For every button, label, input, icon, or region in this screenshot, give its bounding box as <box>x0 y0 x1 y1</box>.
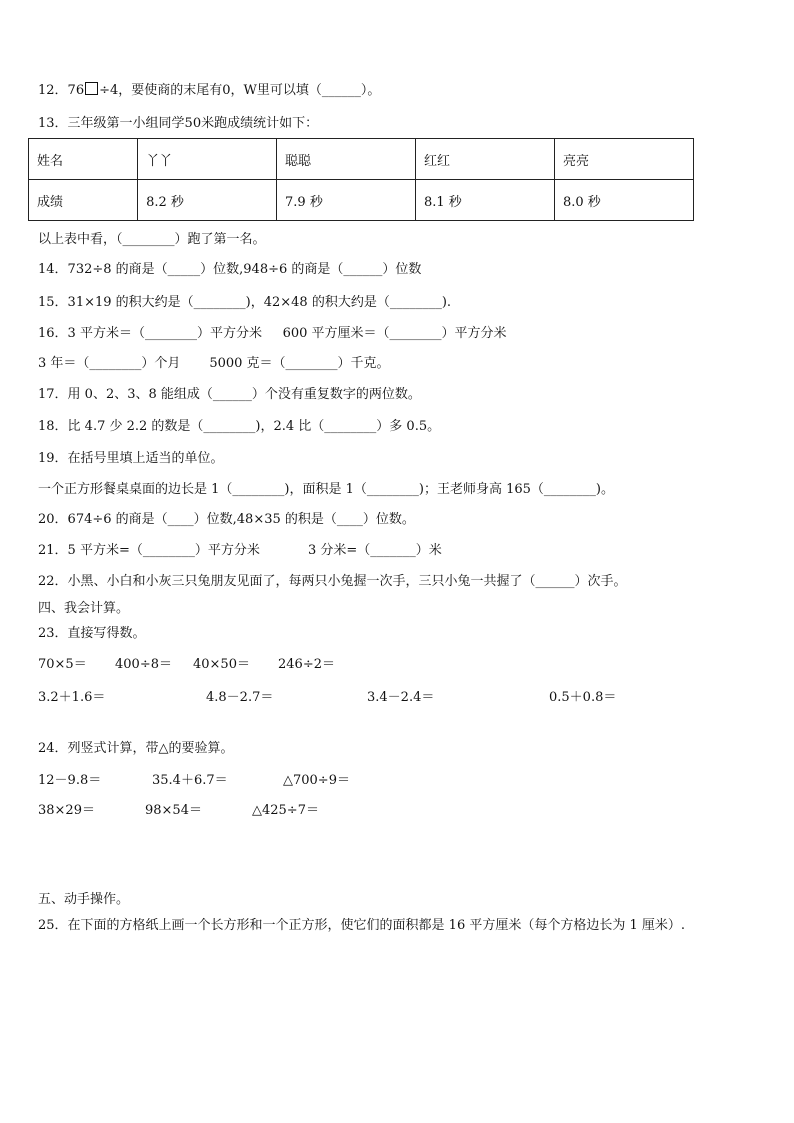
question-14: 14．732÷8 的商是（_____）位数,948÷6 的商是（______）位数 <box>38 262 422 277</box>
section-5-heading: 五、动手操作。 <box>38 892 130 907</box>
question-21-b: 3 分米=（_______）米 <box>308 543 442 558</box>
table-cell: 姓名 <box>29 139 138 180</box>
calc-item: 0.5＋0.8＝ <box>549 690 617 705</box>
question-22: 22．小黑、小白和小灰三只兔朋友见面了，每两只小兔握一次手，三只小兔一共握了（______）次手。 <box>38 574 627 589</box>
calc-item: 3.4－2.4＝ <box>367 690 435 705</box>
question-19-line: 一个正方形餐桌桌面的边长是 1（________)，面积是 1（________)；王老师身高 165（________)。 <box>38 482 614 497</box>
calc-item: 246÷2＝ <box>278 657 335 672</box>
question-13-after: 以上表中看，（________）跑了第一名。 <box>38 232 266 247</box>
calc-item: 35.4＋6.7＝ <box>152 773 228 788</box>
table-row <box>29 139 694 180</box>
question-16-line2: 3 年＝（________）个月 5000 克＝（________）千克。 <box>38 356 390 371</box>
blank-box <box>85 82 98 95</box>
question-23-title: 23．直接写得数。 <box>38 626 146 641</box>
table-cell: 8.1 秒 <box>416 180 555 221</box>
table-row <box>29 180 694 221</box>
calc-item: 70×5＝ <box>38 657 87 672</box>
question-21-a: 21．5 平方米=（________）平方分米 <box>38 543 260 558</box>
question-13-title: 13．三年级第一小组同学50米跑成绩统计如下： <box>38 116 319 131</box>
calc-item: 4.8－2.7＝ <box>206 690 274 705</box>
table-cell: 亮亮 <box>554 139 693 180</box>
question-16-line1: 16．3 平方米＝（________）平方分米 600 平方厘米＝（________）平方分米 <box>38 326 507 341</box>
question-19-title: 19．在括号里填上适当的单位。 <box>38 451 224 466</box>
question-12-prefix: 12．76 <box>38 83 85 98</box>
question-24-title: 24．列竖式计算，带△的要验算。 <box>38 741 234 756</box>
calc-item: 3.2＋1.6＝ <box>38 690 106 705</box>
question-18: 18．比 4.7 少 2.2 的数是（________)，2.4 比（________）多 0.5。 <box>38 419 441 434</box>
table-cell: 成绩 <box>29 180 138 221</box>
calc-item: 12－9.8＝ <box>38 773 102 788</box>
table-cell: 8.2 秒 <box>138 180 277 221</box>
section-4-heading: 四、我会计算。 <box>38 601 130 616</box>
question-20: 20．674÷6 的商是（____）位数,48×35 的积是（____）位数。 <box>38 512 415 527</box>
question-12-suffix: ÷4，要使商的末尾有0，W里可以填（______）。 <box>99 83 381 98</box>
calc-item: △700÷9＝ <box>283 773 350 788</box>
table-cell: 8.0 秒 <box>554 180 693 221</box>
table-cell: 红红 <box>416 139 555 180</box>
table-cell: 聪聪 <box>277 139 416 180</box>
calc-item: 40×50＝ <box>193 657 250 672</box>
question-25: 25．在下面的方格纸上画一个长方形和一个正方形，使它们的面积都是 16 平方厘米（每个方格边长为 1 厘米）. <box>38 918 686 933</box>
scores-table <box>28 138 694 221</box>
calc-item: 38×29＝ <box>38 803 95 818</box>
question-15: 15．31×19 的积大约是（________)，42×48 的积大约是（________). <box>38 295 452 310</box>
calc-item: 400÷8＝ <box>115 657 172 672</box>
calc-item: 98×54＝ <box>145 803 202 818</box>
question-12 <box>38 82 380 100</box>
calc-item: △425÷7＝ <box>252 803 319 818</box>
question-17: 17．用 0、2、3、8 能组成（______）个没有重复数字的两位数。 <box>38 387 421 402</box>
table-cell: 丫丫 <box>138 139 277 180</box>
table-cell: 7.9 秒 <box>277 180 416 221</box>
